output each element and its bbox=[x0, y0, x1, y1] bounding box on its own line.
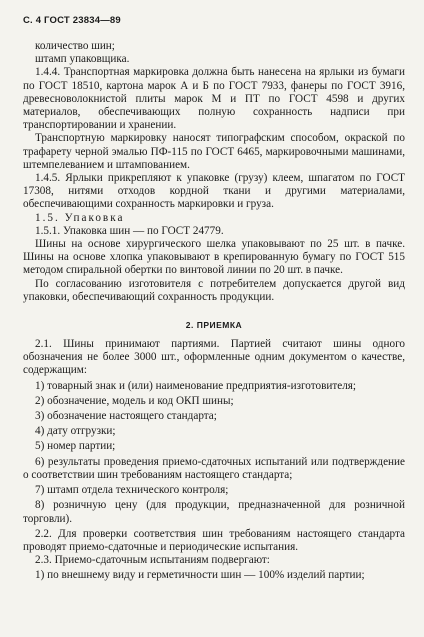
list-item: 8) розничную цену (для продукции, предназначенной для розничной торговли). bbox=[23, 499, 405, 525]
section-title: 2. ПРИЕМКА bbox=[185, 320, 243, 331]
document-body bbox=[23, 40, 405, 583]
paragraph: 1.4.4. Транспортная маркировка должна быть нанесена на ярлыки из бумаги по ГОСТ 18510, картона марок А и Б по ГОСТ 7933, фанеры по ГОСТ 3916, древесноволокнистой плиты марок М и ПТ по ГОСТ 4598 и других материалов, обеспечивающих полную сохранность надписи при транспортировании и хранении. bbox=[23, 66, 405, 132]
list-item: 7) штамп отдела технического контроля; bbox=[35, 484, 229, 497]
paragraph: По согласованию изготовителя с потребителем допускается другой вид упаковки, обеспечивающий сохранность продукции. bbox=[23, 277, 405, 303]
paragraph: 1.5.1. Упаковка шин — по ГОСТ 24779. bbox=[35, 224, 224, 237]
paragraph: 2.1. Шины принимают партиями. Партией считают шины одного обозначения не более 3000 шт., оформленные одним документом о качестве, содержащим: bbox=[23, 338, 405, 377]
list-item: 1) товарный знак и (или) наименование предприятия-изготовителя; bbox=[35, 379, 357, 392]
list-item: 5) номер партии; bbox=[35, 440, 116, 453]
list-item: 6) результаты проведения приемо-сдаточных испытаний или подтверждение о соответствии шин требованиям настоящего стандарта; bbox=[23, 455, 405, 481]
subsection-title: 1.5. Упаковка bbox=[35, 211, 125, 224]
page-header: С. 4 ГОСТ 23834—89 bbox=[23, 15, 121, 26]
paragraph: 1.4.5. Ярлыки прикрепляют к упаковке (грузу) клеем, шпагатом по ГОСТ 17308, нитями отходов кордной ткани и другими материалами, обеспечивающими сохранность маркировки и груза. bbox=[23, 172, 405, 211]
list-item: 4) дату отгрузки; bbox=[35, 425, 116, 438]
paragraph: 2.2. Для проверки соответствия шин требованиям настоящего стандарта проводят приемо-сдаточные и периодические испытания. bbox=[23, 527, 405, 553]
paragraph: количество шин; bbox=[35, 40, 115, 52]
paragraph: Шины на основе хирургического шелка упаковывают по 25 шт. в пачке. Шины на основе хлопка упаковывают в крепированную бумагу по ГОСТ 515 методом спиральной обертки по винтовой линии по 20 шт. в пачке. bbox=[23, 238, 405, 277]
paragraph: 2.3. Приемо-сдаточным испытаниям подвергают: bbox=[35, 554, 270, 567]
paragraph: 1) по внешнему виду и герметичности шин — 100% изделий партии; bbox=[35, 569, 365, 582]
list-item: 2) обозначение, модель и код ОКП шины; bbox=[35, 394, 234, 407]
paragraph: штамп упаковщика. bbox=[35, 53, 130, 66]
paragraph: Транспортную маркировку наносят типографским способом, окраской по трафарету черной эмалью ПФ-115 по ГОСТ 6465, маркировочными машинами, штемпелеванием и штампованием. bbox=[23, 132, 405, 171]
list-item: 3) обозначение настоящего стандарта; bbox=[35, 410, 217, 423]
